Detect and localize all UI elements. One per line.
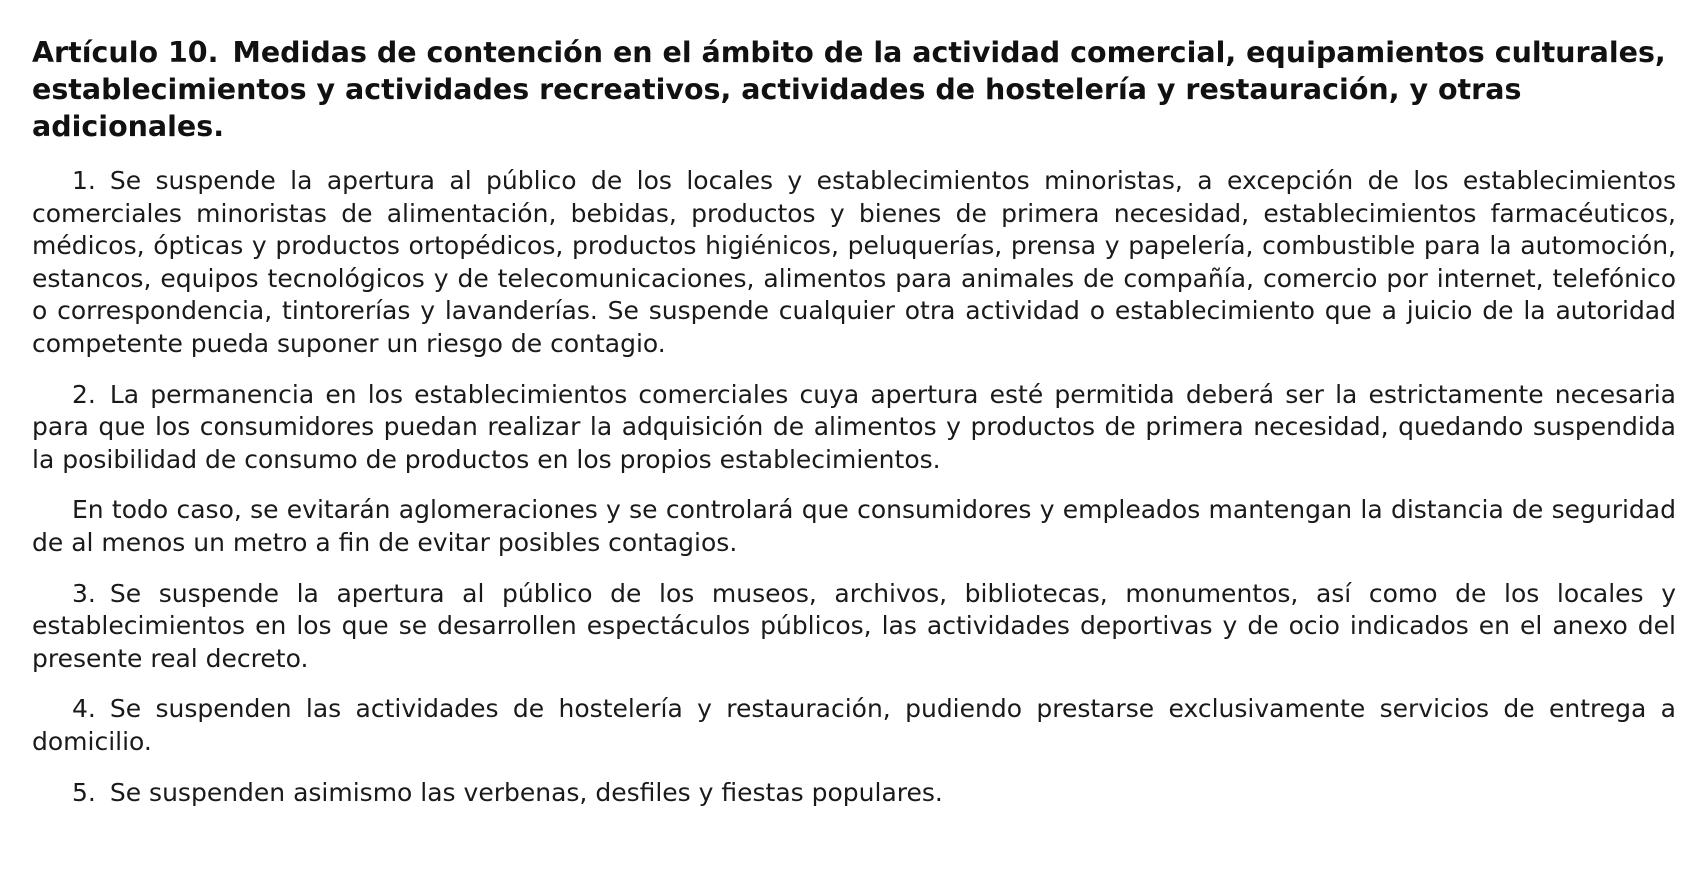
article-title xyxy=(32,34,1676,145)
paragraph-2-continued xyxy=(32,494,1676,559)
paragraph-4 xyxy=(32,693,1676,758)
paragraph-number: 5. xyxy=(72,777,96,807)
article-number: Artículo 10. xyxy=(32,36,219,69)
article-title-text: Medidas de contención en el ámbito de la actividad comercial, equipamientos culturales, establecimientos y actividades recreativos, actividades de hostelería y restauración, y otras adicionales. xyxy=(32,36,1666,143)
paragraph-2 xyxy=(32,379,1676,477)
paragraph-text: Se suspende la apertura al público de los locales y establecimientos minoristas, a excepción de los establecimientos comerciales minoristas de alimentación, bebidas, productos y bienes de primera necesidad, establecimientos farmacéuticos, médicos, ópticas y productos ortopédicos, productos higiénicos, peluquerías, prensa y papelería, combustible para la automoción, estancos, equipos tecnológicos y de telecomunicaciones, alimentos para animales de compañía, comercio por internet, telefónico o correspondencia, tintorerías y lavanderías. Se suspende cualquier otra actividad o establecimiento que a juicio de la autoridad competente pueda suponer un riesgo de contagio. xyxy=(32,166,1676,358)
paragraph-1 xyxy=(32,165,1676,361)
paragraph-number: 4. xyxy=(72,694,96,724)
paragraph-text: En todo caso, se evitarán aglomeraciones y se controlará que consumidores y empleados mantengan la distancia de seguridad de al menos un metro a fin de evitar posibles contagios. xyxy=(32,495,1676,557)
paragraph-3 xyxy=(32,578,1676,676)
paragraph-text: Se suspenden asimismo las verbenas, desfiles y fiestas populares. xyxy=(109,777,943,807)
paragraph-number: 1. xyxy=(72,166,96,195)
paragraph-number: 3. xyxy=(72,578,96,608)
paragraph-text: Se suspende la apertura al público de los museos, archivos, bibliotecas, monumentos, así como de los locales y establecimientos en los que se desarrollen espectáculos públicos, las actividades deportivas y de ocio indicados en el anexo del presente real decreto. xyxy=(32,578,1676,673)
paragraph-5 xyxy=(32,777,1676,810)
paragraph-text: Se suspenden las actividades de hostelería y restauración, pudiendo prestarse exclusivamente servicios de entrega a domicilio. xyxy=(32,694,1676,756)
article xyxy=(32,34,1676,827)
paragraph-number: 2. xyxy=(72,379,96,409)
paragraph-text: La permanencia en los establecimientos comerciales cuya apertura esté permitida deberá ser la estrictamente necesaria para que los consumidores puedan realizar la adquisición de alimentos y productos de primera necesidad, quedando suspendida la posibilidad de consumo de productos en los propios establecimientos. xyxy=(32,379,1676,474)
